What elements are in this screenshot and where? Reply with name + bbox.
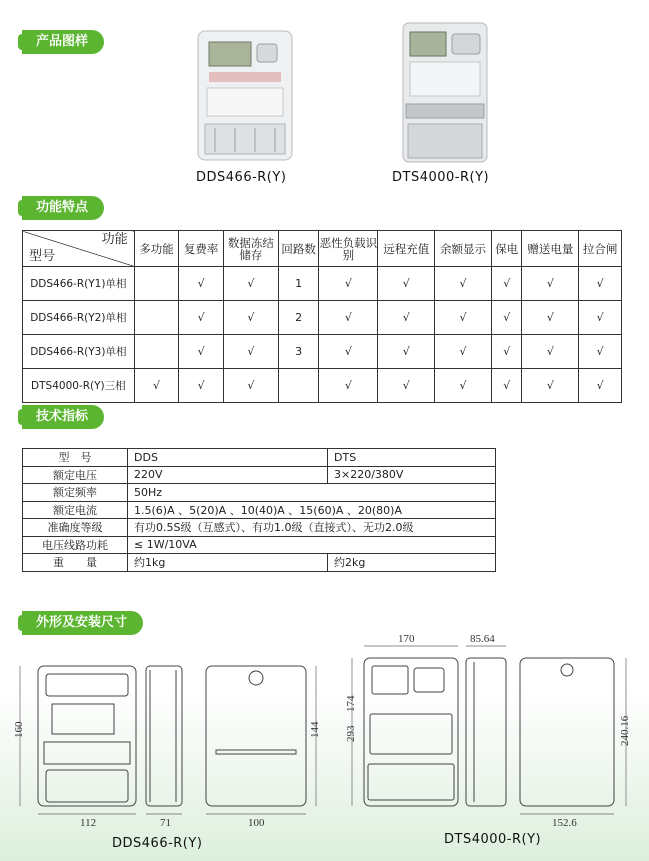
spec-row-power-consumption bbox=[23, 536, 496, 554]
cell: √ bbox=[522, 369, 579, 403]
cell: √ bbox=[319, 369, 378, 403]
spec-value: 有功0.5S级（互感式）、有功1.0级（直接式）、无功2.0级 bbox=[128, 519, 496, 537]
spec-label: 电压线路功耗 bbox=[23, 536, 128, 554]
dds-back-view bbox=[206, 666, 306, 806]
spec-dts: 3×220/380V bbox=[328, 466, 496, 484]
spec-dds: 约1kg bbox=[128, 554, 328, 572]
cell: √ bbox=[435, 369, 492, 403]
spec-dds: DDS bbox=[128, 449, 328, 467]
dds-front-view bbox=[38, 666, 136, 806]
cell: √ bbox=[319, 267, 378, 301]
dts-height2-label: 174 bbox=[345, 695, 357, 712]
dts-back-height-label: 240.16 bbox=[619, 715, 631, 746]
cell: √ bbox=[579, 335, 622, 369]
cell bbox=[134, 267, 179, 301]
spec-label: 额定电压 bbox=[23, 466, 128, 484]
dts-back-width-label: 152.6 bbox=[552, 817, 577, 829]
table-row bbox=[23, 301, 622, 335]
product-caption-dts: DTS4000-R(Y) bbox=[392, 170, 490, 185]
cell: √ bbox=[435, 267, 492, 301]
spec-label: 重 量 bbox=[23, 554, 128, 572]
spec-row-accuracy bbox=[23, 519, 496, 537]
dimension-drawings bbox=[0, 630, 649, 861]
dts4000-photo bbox=[400, 20, 490, 165]
cell: √ bbox=[491, 369, 521, 403]
spec-row-rated-voltage bbox=[23, 466, 496, 484]
cell: √ bbox=[579, 301, 622, 335]
spec-dts: DTS bbox=[328, 449, 496, 467]
col-header: 保电 bbox=[491, 231, 521, 267]
cell: √ bbox=[319, 335, 378, 369]
features-table bbox=[22, 230, 622, 403]
cell: √ bbox=[522, 267, 579, 301]
cell: √ bbox=[491, 267, 521, 301]
table-row bbox=[23, 335, 622, 369]
cell bbox=[134, 335, 179, 369]
col-header: 多功能 bbox=[134, 231, 179, 267]
cell: √ bbox=[179, 301, 224, 335]
cell: √ bbox=[134, 369, 179, 403]
cell: √ bbox=[435, 335, 492, 369]
cell: √ bbox=[223, 335, 278, 369]
dds-width-label: 112 bbox=[80, 817, 97, 829]
dts-side-view bbox=[466, 658, 506, 806]
spec-label: 额定频率 bbox=[23, 484, 128, 502]
spec-label: 型 号 bbox=[23, 449, 128, 467]
dts-back-view bbox=[520, 658, 614, 806]
cell: √ bbox=[179, 267, 224, 301]
cell: √ bbox=[179, 369, 224, 403]
cell: √ bbox=[378, 301, 435, 335]
section-products: 产品图样 bbox=[22, 30, 104, 54]
cell: 1 bbox=[278, 267, 319, 301]
dimension-caption-dds: DDS466-R(Y) bbox=[112, 836, 203, 851]
col-header: 赠送电量 bbox=[522, 231, 579, 267]
spec-row-model bbox=[23, 449, 496, 467]
spec-dts: 约2kg bbox=[328, 554, 496, 572]
cell: √ bbox=[319, 301, 378, 335]
spec-label: 额定电流 bbox=[23, 501, 128, 519]
cell: √ bbox=[223, 301, 278, 335]
cell bbox=[278, 369, 319, 403]
cell: √ bbox=[491, 335, 521, 369]
cell: √ bbox=[491, 301, 521, 335]
cell: √ bbox=[579, 369, 622, 403]
cell: √ bbox=[179, 335, 224, 369]
spec-dds: 220V bbox=[128, 466, 328, 484]
dds-depth-label: 71 bbox=[160, 817, 171, 829]
cell bbox=[134, 301, 179, 335]
col-header: 恶性负载识别 bbox=[319, 231, 378, 267]
row-model: DDS466-R(Y1)单相 bbox=[23, 267, 135, 301]
cell: √ bbox=[522, 301, 579, 335]
dds-side-view bbox=[146, 666, 182, 806]
col-header: 余额显示 bbox=[435, 231, 492, 267]
section-dimensions: 外形及安装尺寸 bbox=[22, 611, 143, 635]
row-model: DDS466-R(Y3)单相 bbox=[23, 335, 135, 369]
cell: √ bbox=[223, 267, 278, 301]
cell: 2 bbox=[278, 301, 319, 335]
dds-back-width-label: 100 bbox=[248, 817, 265, 829]
cell: 3 bbox=[278, 335, 319, 369]
cell: √ bbox=[579, 267, 622, 301]
spec-row-rated-frequency bbox=[23, 484, 496, 502]
row-model: DTS4000-R(Y)三相 bbox=[23, 369, 135, 403]
col-header: 拉合闸 bbox=[579, 231, 622, 267]
cell: √ bbox=[378, 369, 435, 403]
dds-back-height-label: 144 bbox=[309, 721, 321, 738]
row-model: DDS466-R(Y2)单相 bbox=[23, 301, 135, 335]
section-features: 功能特点 bbox=[22, 196, 104, 220]
features-header-row bbox=[23, 231, 622, 267]
col-header: 回路数 bbox=[278, 231, 319, 267]
dds466-photo bbox=[195, 28, 295, 163]
dts-height-label: 293 bbox=[345, 725, 357, 742]
spec-value: ≤ 1W/10VA bbox=[128, 536, 496, 554]
spec-value: 1.5(6)A 、5(20)A 、10(40)A 、15(60)A 、20(80)A bbox=[128, 501, 496, 519]
dimension-caption-dts: DTS4000-R(Y) bbox=[444, 832, 542, 847]
corner-function-label: 功能 bbox=[101, 232, 128, 247]
spec-row-rated-current bbox=[23, 501, 496, 519]
corner-model-label: 型号 bbox=[29, 249, 56, 264]
col-header: 数据冻结储存 bbox=[223, 231, 278, 267]
cell: √ bbox=[378, 335, 435, 369]
product-caption-dds: DDS466-R(Y) bbox=[196, 170, 287, 185]
table-row bbox=[23, 267, 622, 301]
dts-depth-label: 85.64 bbox=[470, 633, 495, 645]
spec-label: 准确度等级 bbox=[23, 519, 128, 537]
table-row bbox=[23, 369, 622, 403]
col-header: 复费率 bbox=[179, 231, 224, 267]
dds-height-label: 160 bbox=[13, 721, 25, 738]
spec-table bbox=[22, 448, 496, 572]
spec-value: 50Hz bbox=[128, 484, 496, 502]
cell: √ bbox=[435, 301, 492, 335]
cell: √ bbox=[378, 267, 435, 301]
features-corner-cell bbox=[23, 231, 135, 267]
cell: √ bbox=[223, 369, 278, 403]
cell: √ bbox=[522, 335, 579, 369]
section-specs: 技术指标 bbox=[22, 405, 104, 429]
col-header: 远程充值 bbox=[378, 231, 435, 267]
spec-row-weight bbox=[23, 554, 496, 572]
dts-width-label: 170 bbox=[398, 633, 415, 645]
